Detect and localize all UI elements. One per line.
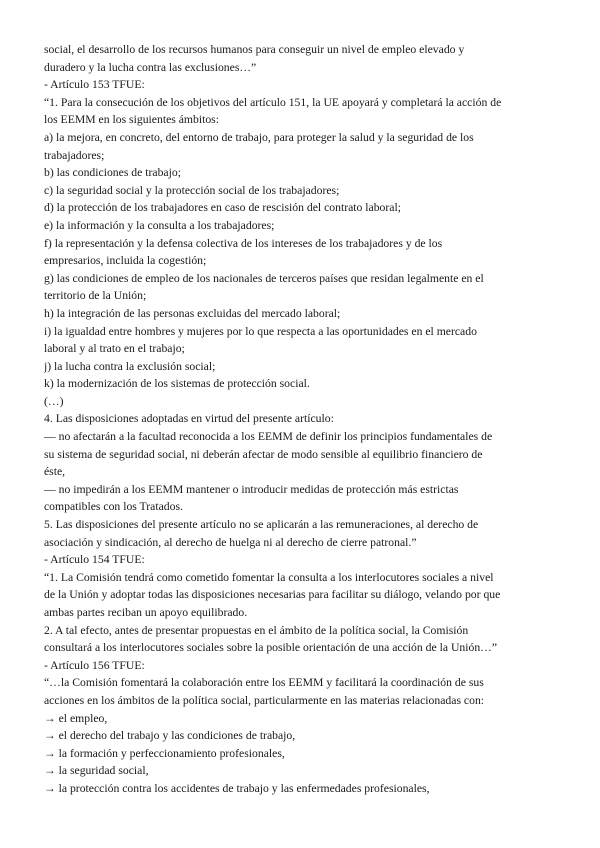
text-line: su sistema de seguridad social, ni deberán afectar de modo sensible al equilibrio financiero de: [44, 447, 483, 461]
text-line: 4. Las disposiciones adoptadas en virtud del presente artículo:: [44, 412, 334, 426]
list-item: j) la lucha contra la exclusión social;: [44, 359, 216, 373]
text-line: 2. A tal efecto, antes de presentar propuestas en el ámbito de la política social, la Comisión: [44, 623, 469, 637]
list-item: h) la integración de las personas excluidas del mercado laboral;: [44, 306, 341, 320]
text-line: 5. Las disposiciones del presente artículo no se aplicarán a las remuneraciones, al derecho de: [44, 518, 479, 532]
text-line: “1. La Comisión tendrá como cometido fomentar la consulta a los interlocutores sociales a nivel: [44, 570, 494, 584]
article-heading: - Artículo 153 TFUE:: [44, 78, 145, 92]
text-line: asociación y sindicación, al derecho de huelga ni al derecho de cierre patronal.”: [44, 535, 417, 549]
text-line: “…la Comisión fomentará la colaboración entre los EEMM y facilitará la coordinación de sus: [44, 676, 484, 690]
list-item: — no afectarán a la facultad reconocida a los EEMM de definir los principios fundamentales de: [44, 430, 493, 444]
list-item: c) la seguridad social y la protección social de los trabajadores;: [44, 183, 340, 197]
text-line: compatibles con los Tratados.: [44, 500, 183, 514]
text-line: social, el desarrollo de los recursos humanos para conseguir un nivel de empleo elevado y: [44, 43, 465, 56]
text-line: duradero y la lucha contra las exclusiones…”: [44, 60, 257, 74]
list-item: → la formación y perfeccionamiento profesionales,: [44, 746, 285, 760]
text-line: laboral y al trato en el trabajo;: [44, 342, 185, 356]
list-item: k) la modernización de los sistemas de protección social.: [44, 377, 310, 391]
list-item: → la protección contra los accidentes de trabajo y las enfermedades profesionales,: [44, 781, 430, 795]
text-line: (…): [44, 394, 64, 408]
text-line: empresarios, incluida la cogestión;: [44, 254, 207, 268]
list-item: f) la representación y la defensa colectiva de los intereses de los trabajadores y de los: [44, 236, 443, 250]
text-line: consultará a los interlocutores sociales sobre la posible orientación de una acción de la Unión…”: [44, 641, 498, 655]
text-line: trabajadores;: [44, 148, 105, 162]
list-item: b) las condiciones de trabajo;: [44, 166, 181, 180]
text-line: “1. Para la consecución de los objetivos del artículo 151, la UE apoyará y completará la acción de: [44, 95, 502, 109]
list-item: → el derecho del trabajo y las condiciones de trabajo,: [44, 729, 296, 743]
list-item: a) la mejora, en concreto, del entorno de trabajo, para proteger la salud y la seguridad de los: [44, 130, 474, 144]
list-item: g) las condiciones de empleo de los nacionales de terceros países que residan legalmente en el: [44, 271, 484, 285]
article-heading: - Artículo 154 TFUE:: [44, 553, 145, 567]
list-item: → el empleo,: [44, 711, 108, 725]
text-line: de la Unión y adoptar todas las disposiciones necesarias para facilitar su diálogo, velando por que: [44, 588, 501, 602]
text-line: ambas partes reciban un apoyo equilibrado.: [44, 606, 248, 619]
text-line: éste,: [44, 465, 66, 479]
document-page: [44, 41, 559, 798]
text-line: los EEMM en los siguientes ámbitos:: [44, 113, 219, 127]
article-heading: - Artículo 156 TFUE:: [44, 658, 145, 672]
text-line: acciones en los ámbitos de la política social, particularmente en las materias relacionadas con:: [44, 693, 485, 707]
list-item: — no impedirán a los EEMM mantener o introducir medidas de protección más estrictas: [44, 482, 459, 496]
list-item: i) la igualdad entre hombres y mujeres por lo que respecta a las oportunidades en el mercado: [44, 324, 477, 338]
text-line: territorio de la Unión;: [44, 289, 147, 303]
list-item: d) la protección de los trabajadores en caso de rescisión del contrato laboral;: [44, 201, 401, 215]
list-item: e) la información y la consulta a los trabajadores;: [44, 218, 275, 232]
list-item: → la seguridad social,: [44, 764, 149, 778]
